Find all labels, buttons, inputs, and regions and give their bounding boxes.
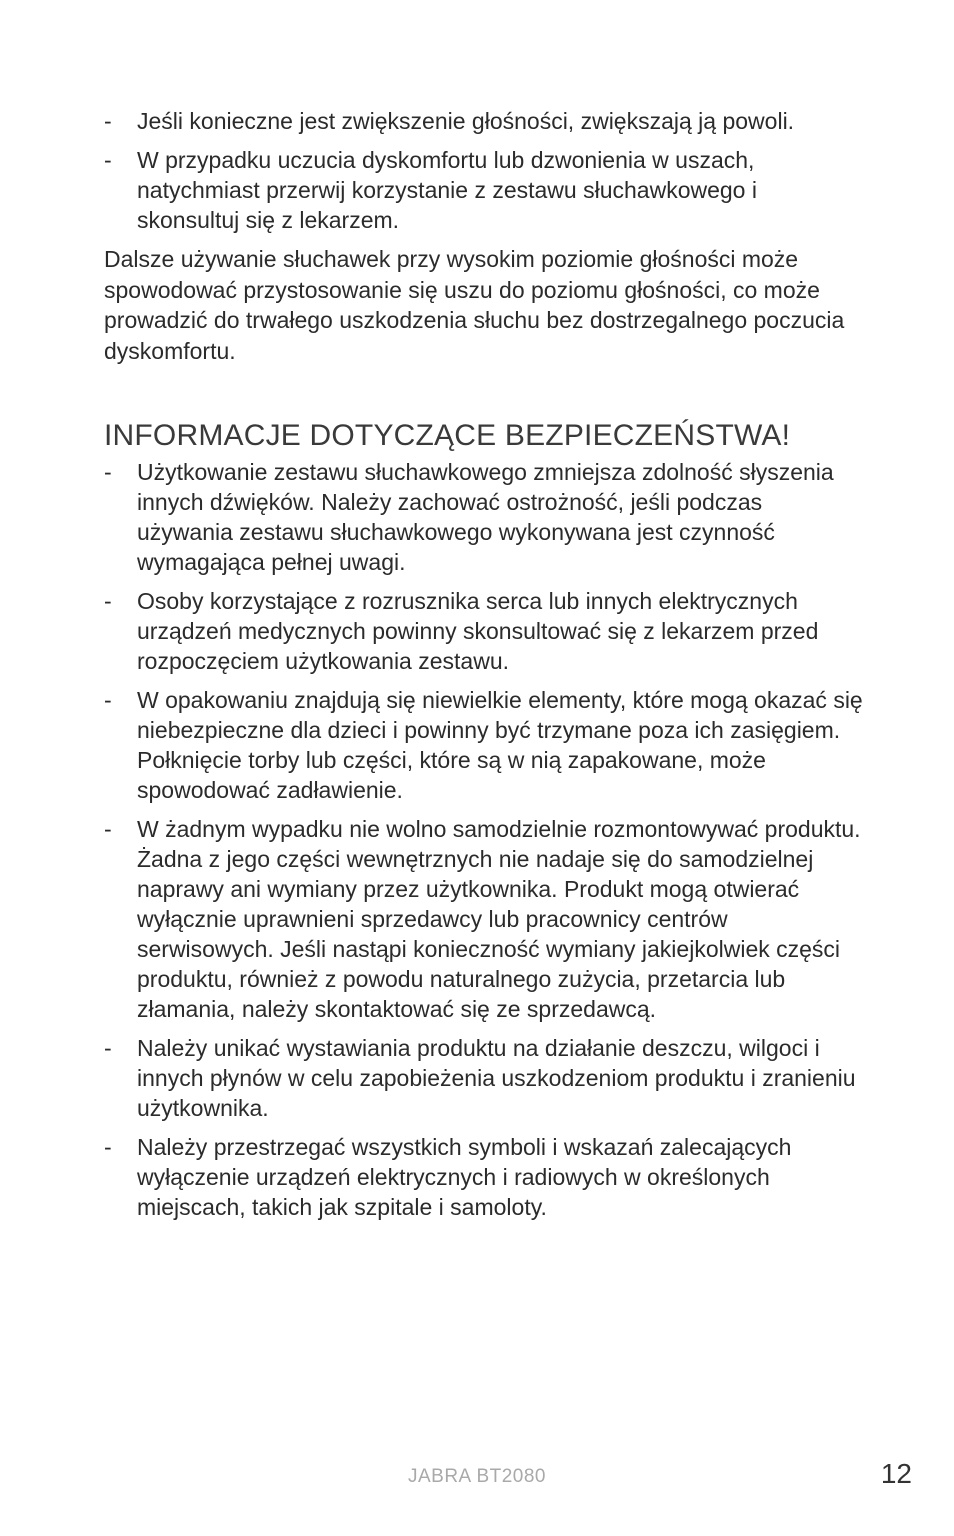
dash-marker: - <box>104 459 112 485</box>
list-item-text: Należy przestrzegać wszystkich symboli i wskazań zalecających wyłączenie urządzeń elektrycznych i radiowych w określonych miejscach, takich jak szpitale i samoloty. <box>137 1134 792 1220</box>
dash-marker: - <box>104 687 112 713</box>
list-item-text: Jeśli konieczne jest zwiększenie głośności, zwiększają ją powoli. <box>137 108 795 134</box>
footer-brand: JABRA BT2080 <box>407 1466 547 1487</box>
dash-marker: - <box>104 108 112 134</box>
list-item <box>104 685 864 805</box>
page-content <box>104 106 864 1231</box>
dash-marker: - <box>104 588 112 614</box>
list-item-text: Osoby korzystające z rozrusznika serca lub innych elektrycznych urządzeń medycznych powinny skonsultować się z lekarzem przed rozpoczęciem użytkowania zestawu. <box>137 588 819 674</box>
dash-marker: - <box>104 1035 112 1061</box>
list-item <box>104 586 864 676</box>
dash-marker: - <box>104 816 112 842</box>
list-item-text: W żadnym wypadku nie wolno samodzielnie rozmontowywać produktu. Żadna z jego części wewnętrznych nie nadaje się do samodzielnej naprawy ani wymiany przez użytkownika. Produkt mogą otwierać wyłącznie uprawnieni sprzedawcy lub pracownicy centrów serwisowych. Jeśli nastąpi konieczność wymiany jakiejkolwiek części produktu, również z powodu naturalnego zużycia, przetarcia lub złamania, należy skontaktować się ze sprzedawcą. <box>137 816 861 1022</box>
page-number: 12 <box>880 1458 912 1489</box>
list-item-text: W opakowaniu znajdują się niewielkie elementy, które mogą okazać się niebezpieczne dla dzieci i powinny być trzymane poza ich zasięgiem. Połknięcie torby lub części, które są w nią zapakowane, może spowodować zadławienie. <box>137 687 863 803</box>
section-heading: INFORMACJE DOTYCZĄCE BEZPIECZEŃSTWA! <box>104 419 791 452</box>
dash-marker: - <box>104 1134 112 1160</box>
list-item-text: Użytkowanie zestawu słuchawkowego zmniejsza zdolność słyszenia innych dźwięków. Należy zachować ostrożność, jeśli podczas używania zestawu słuchawkowego wykonywana jest czynność wymagająca pełnej uwagi. <box>137 459 834 575</box>
intro-paragraph: Dalsze używanie słuchawek przy wysokim poziomie głośności może spowodować przystosowanie się uszu do poziomu głośności, co może prowadzić do trwałego uszkodzenia słuchu bez dostrzegalnego poczucia dyskomfortu. <box>104 246 845 364</box>
list-item <box>104 1132 864 1222</box>
list-item <box>104 106 864 136</box>
dash-marker: - <box>104 147 112 173</box>
safety-list <box>104 457 864 1222</box>
list-item <box>104 814 864 1024</box>
list-item <box>104 457 864 577</box>
list-item <box>104 1033 864 1123</box>
intro-list <box>104 106 864 235</box>
list-item <box>104 145 864 235</box>
list-item-text: Należy unikać wystawiania produktu na działanie deszczu, wilgoci i innych płynów w celu zapobieżenia uszkodzeniom produktu i zranieniu użytkownika. <box>137 1035 856 1121</box>
list-item-text: W przypadku uczucia dyskomfortu lub dzwonienia w uszach, natychmiast przerwij korzystanie z zestawu słuchawkowego i skonsultuj się z lekarzem. <box>137 147 757 233</box>
